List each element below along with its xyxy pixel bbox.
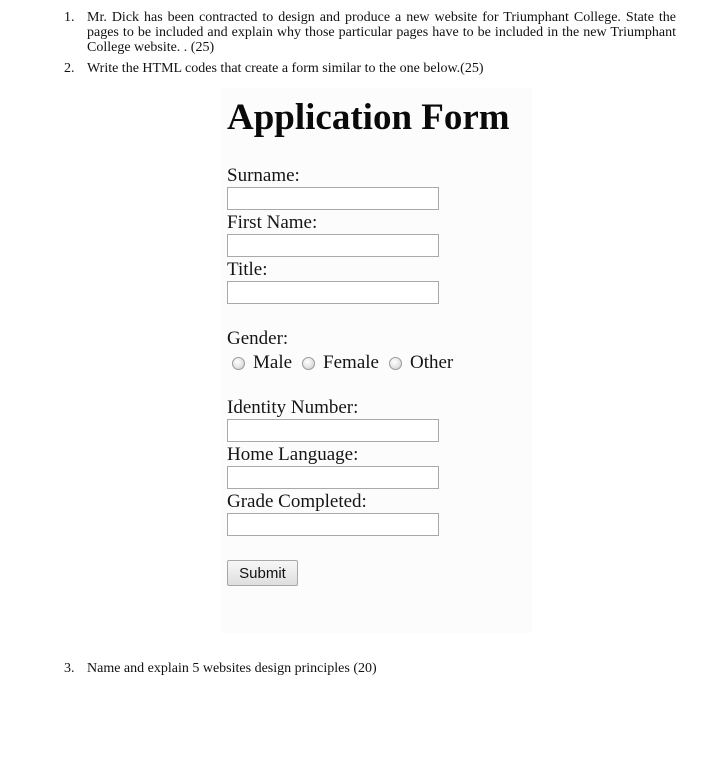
gender-label: Gender: [227,328,289,349]
identity-number-input[interactable] [227,419,439,442]
surname-label: Surname: [227,165,300,186]
question-text: Mr. Dick has been contracted to design and produce a new website for Triumphant College. State the pages to be included and explain why those particular pages have to be included in the new Triumphant College website. . (25) [87,10,676,55]
question-text: Write the HTML codes that create a form similar to the one below.(25) [87,61,484,76]
question-number: 1. [64,10,75,25]
question-text: Name and explain 5 websites design principles (20) [87,661,377,676]
title-label: Title: [227,259,268,280]
gender-female-radio[interactable] [302,357,315,370]
surname-input[interactable] [227,187,439,210]
gender-other-radio[interactable] [389,357,402,370]
home-language-input[interactable] [227,466,439,489]
identity-number-label: Identity Number: [227,397,359,418]
question-number: 3. [64,661,75,676]
application-form-screenshot [222,88,532,633]
gender-male-radio[interactable] [232,357,245,370]
first-name-label: First Name: [227,212,318,233]
gender-radio-group [232,352,463,374]
question-number: 2. [64,61,75,76]
form-title: Application Form [227,97,510,138]
gender-female-label: Female [323,352,379,373]
submit-button[interactable]: Submit [227,560,298,586]
gender-other-label: Other [409,352,454,373]
question-1 [64,10,676,55]
question-2 [64,61,676,76]
gender-male-label: Male [253,352,293,373]
first-name-input[interactable] [227,234,439,257]
question-3 [64,661,676,676]
title-input[interactable] [227,281,439,304]
grade-completed-label: Grade Completed: [227,491,367,512]
home-language-label: Home Language: [227,444,359,465]
grade-completed-input[interactable] [227,513,439,536]
